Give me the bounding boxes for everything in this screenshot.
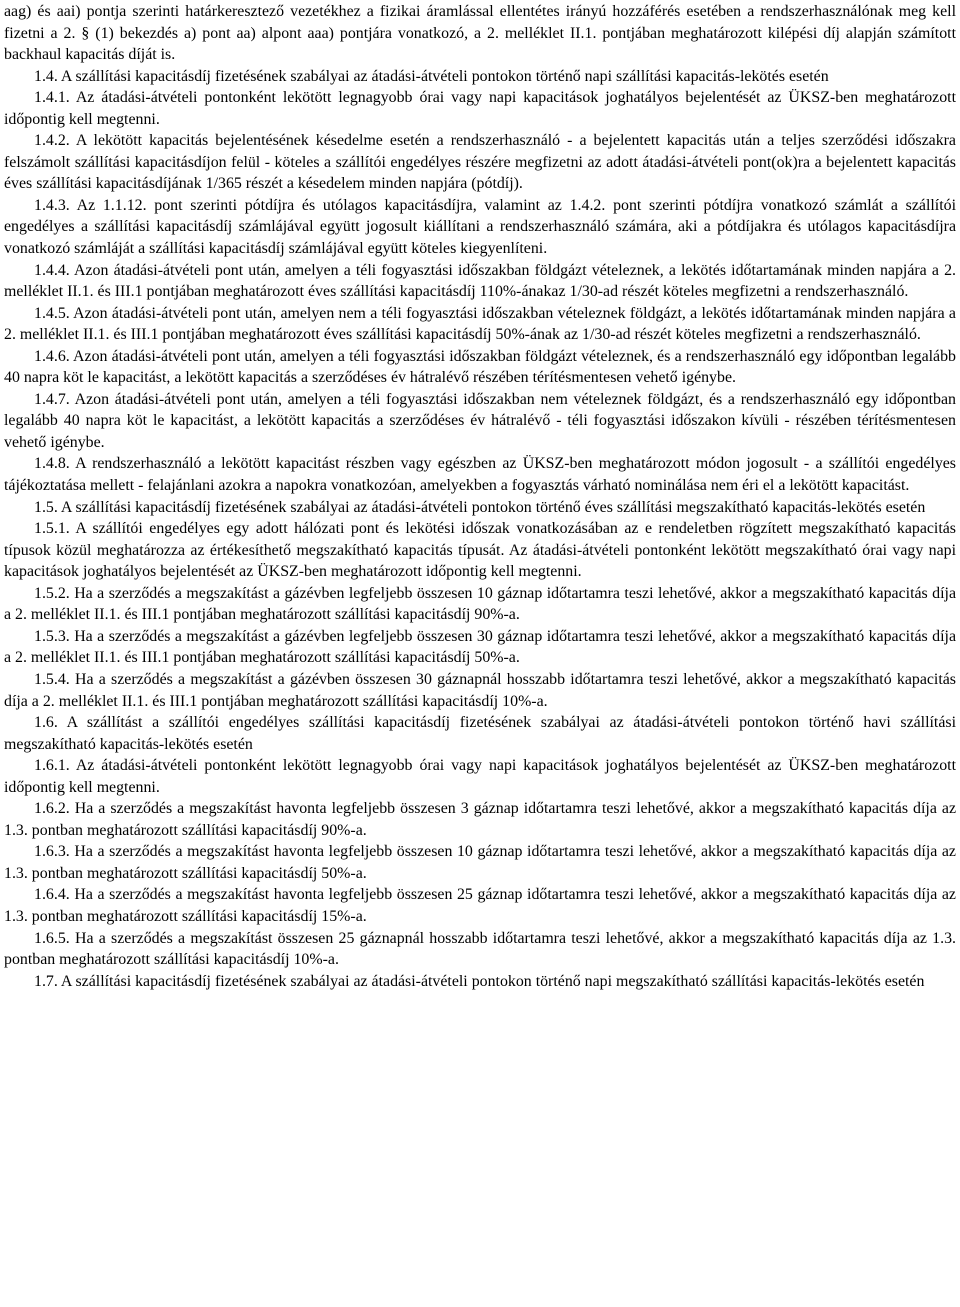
section-heading-1-5: 1.5. A szállítási kapacitásdíj fizetésének szabályai az átadási-átvételi pontokon történő éves szállítási megszakítható kapacitás-lekötés esetén bbox=[34, 498, 926, 516]
paragraph-1-4-6: 1.4.6. Azon átadási-átvételi pont után, amelyen a téli fogyasztási időszakban földgázt vételeznek, és a rendszerhasználó egy időpontban legalább 40 napra köt le kapacitást, a lekötött kapacitás a szerződéses év hátralévő részében térítésmentesen vehető igénybe. bbox=[4, 347, 956, 387]
paragraph-1-6-5: 1.6.5. Ha a szerződés a megszakítást összesen 25 gáznapnál hosszabb időtartamra teszi lehetővé, akkor a megszakítható kapacitás díja az 1.3. pontban meghatározott szállítási kapacitásdíj 10%-a. bbox=[4, 929, 956, 969]
section-heading-1-4: 1.4. A szállítási kapacitásdíj fizetésének szabályai az átadási-átvételi pontokon történő napi szállítási kapacitás-lekötés esetén bbox=[34, 67, 829, 85]
paragraph-1-4-7: 1.4.7. Azon átadási-átvételi pont után, amelyen a téli fogyasztási időszakban nem vételeznek földgázt, és a rendszerhasználó egy időpontban legalább 40 napra köt le kapacitást, a lekötött kapacitás a szerződéses év hátralévő - téli fogyasztási időszakon kívüli - részében térítésmentesen vehető igénybe. bbox=[4, 390, 956, 451]
paragraph-1-6-2: 1.6.2. Ha a szerződés a megszakítást havonta legfeljebb összesen 3 gáznap időtartamra teszi lehetővé, akkor a megszakítható kapacitás díja az 1.3. pontban meghatározott szállítási kapacitásdíj 90%-a. bbox=[4, 800, 956, 839]
paragraph-1-4-3: 1.4.3. Az 1.1.12. pont szerinti pótdíjra és utólagos kapacitásdíjra, valamint az 1.4.2. pont szerinti pótdíjra vonatkozó számlát a szállítói engedélyes a szállítási kapacitásdíj számlájával együtt jogosult kiállítani a rendszerhasználó számára, aki a pótdíjakra és utólagos kapacitásdíjra vonatkozó számláját a szállítási kapacitásdíj számlájával együtt köteles kiegyenlíteni. bbox=[4, 196, 956, 258]
paragraph-1-4-8: 1.4.8. A rendszerhasználó a lekötött kapacitást részben vagy egészben az ÜKSZ-ben meghatározott módon jogosult - a szállítói engedélyes tájékoztatása mellett - felajánlani azokra a napokra vonatkozóan, amelyekben a fogyasztás várható nominálása nem éri el a lekötött kapacitást. bbox=[4, 455, 956, 495]
paragraph-1-4-5: 1.4.5. Azon átadási-átvételi pont után, amelyen nem a téli fogyasztási időszakban vételeznek földgázt, a lekötés időtartamának minden napjára a 2. melléklet II.1. és III.1 pontjában meghatározott éves szállítási kapacitásdíj 50%-ának az 1/30-ad részét köteles megfizetni a rendszerhasználó. bbox=[4, 304, 956, 344]
paragraph-1-6-1: 1.6.1. Az átadási-átvételi pontonként lekötött legnagyobb órai vagy napi kapacitások joghatályos bejelentését az ÜKSZ-ben meghatározott időpontig kell megtenni. bbox=[4, 757, 956, 796]
paragraph-1-5-3: 1.5.3. Ha a szerződés a megszakítást a gázévben legfeljebb összesen 30 gáznap időtartamra teszi lehetővé, akkor a megszakítható kapacitás díja a 2. melléklet II.1. és III.1 pontjában meghatározott szállítási kapacitásdíj 50%-a. bbox=[4, 627, 956, 667]
paragraph-1-4-4: 1.4.4. Azon átadási-átvételi pont után, amelyen a téli fogyasztási időszakban földgázt vételeznek, a lekötés időtartamának minden napjára a 2. melléklet II.1. és III.1 pontjában meghatározott éves szállítási kapacitásdíj 110%-ánakaz 1/30-ad részét köteles megfizetni a rendszerhasználó. bbox=[4, 261, 956, 301]
section-heading-1-6: 1.6. A szállítást a szállítói engedélyes szállítási kapacitásdíj fizetésének szabályai az átadási-átvételi pontokon történő havi szállítási megszakítható kapacitás-lekötés esetén bbox=[4, 714, 956, 753]
paragraph-1-4-2: 1.4.2. A lekötött kapacitás bejelentésének késedelme esetén a rendszerhasználó - a bejelentett kapacitás után a teljes szerződési időszakra felszámolt szállítási kapacitásdíjon felül - köteles a szállítói engedélyes részére megfizetni az adott átadási-átvételi pont(ok)ra a bejelentett kapacitás éves szállítási kapacitásdíjának 1/365 részét a késedelem minden napjára (pótdíj). bbox=[4, 132, 956, 193]
section-heading-1-7: 1.7. A szállítási kapacitásdíj fizetésének szabályai az átadási-átvételi pontokon történő napi megszakítható szállítási kapacitás-lekötés esetén bbox=[34, 972, 925, 990]
paragraph-1-5-2: 1.5.2. Ha a szerződés a megszakítást a gázévben legfeljebb összesen 10 gáznap időtartamra teszi lehetővé, akkor a megszakítható kapacitás díja a 2. melléklet II.1. és III.1 pontjában meghatározott szállítási kapacitásdíj 90%-a. bbox=[4, 584, 956, 624]
paragraph-1-5-4: 1.5.4. Ha a szerződés a megszakítást a gázévben összesen 30 gáznapnál hosszabb időtartamra teszi lehetővé, akkor a megszakítható kapacitás díja a 2. melléklet II.1. és III.1 pontjában meghatározott szállítási kapacitásdíj 10%-a. bbox=[4, 670, 956, 710]
paragraph-1-6-3: 1.6.3. Ha a szerződés a megszakítást havonta legfeljebb összesen 10 gáznap időtartamra teszi lehetővé, akkor a megszakítható kapacitás díja az 1.3. pontban meghatározott szállítási kapacitásdíj 50%-a. bbox=[4, 843, 956, 882]
paragraph-1-6-4: 1.6.4. Ha a szerződés a megszakítást havonta legfeljebb összesen 25 gáznap időtartamra teszi lehetővé, akkor a megszakítható kapacitás díja az 1.3. pontban meghatározott szállítási kapacitásdíj 15%-a. bbox=[4, 886, 956, 925]
paragraph-1-5-1: 1.5.1. A szállítói engedélyes egy adott hálózati pont és lekötési időszak vonatkozásában az e rendeletben rögzített megszakítható kapacitás típusok közül meghatározza az értékesíthető megszakítható kapacitás típusát. Az átadási-átvételi pontonként lekötött megszakítható órai vagy napi kapacitások joghatályos bejelentését az ÜKSZ-ben meghatározott időpontig kell megtenni. bbox=[4, 520, 956, 581]
paragraph-continuation: aag) és aai) pontja szerinti határkeresztező vezetékhez a fizikai áramlással ellentétes irányú hozzáférés esetében a rendszerhasználónak meg kell fizetni a 2. § (1) bekezdés a) pont aa) alpont aaa) pontjára vonatkozó, a 2. melléklet II.1. pontjában meghatározott kilépési díj alapján számított backhaul kapacitás díját is. bbox=[4, 3, 956, 64]
paragraph-1-4-1: 1.4.1. Az átadási-átvételi pontonként lekötött legnagyobb órai vagy napi kapacitások joghatályos bejelentését az ÜKSZ-ben meghatározott időpontig kell megtenni. bbox=[4, 89, 956, 128]
